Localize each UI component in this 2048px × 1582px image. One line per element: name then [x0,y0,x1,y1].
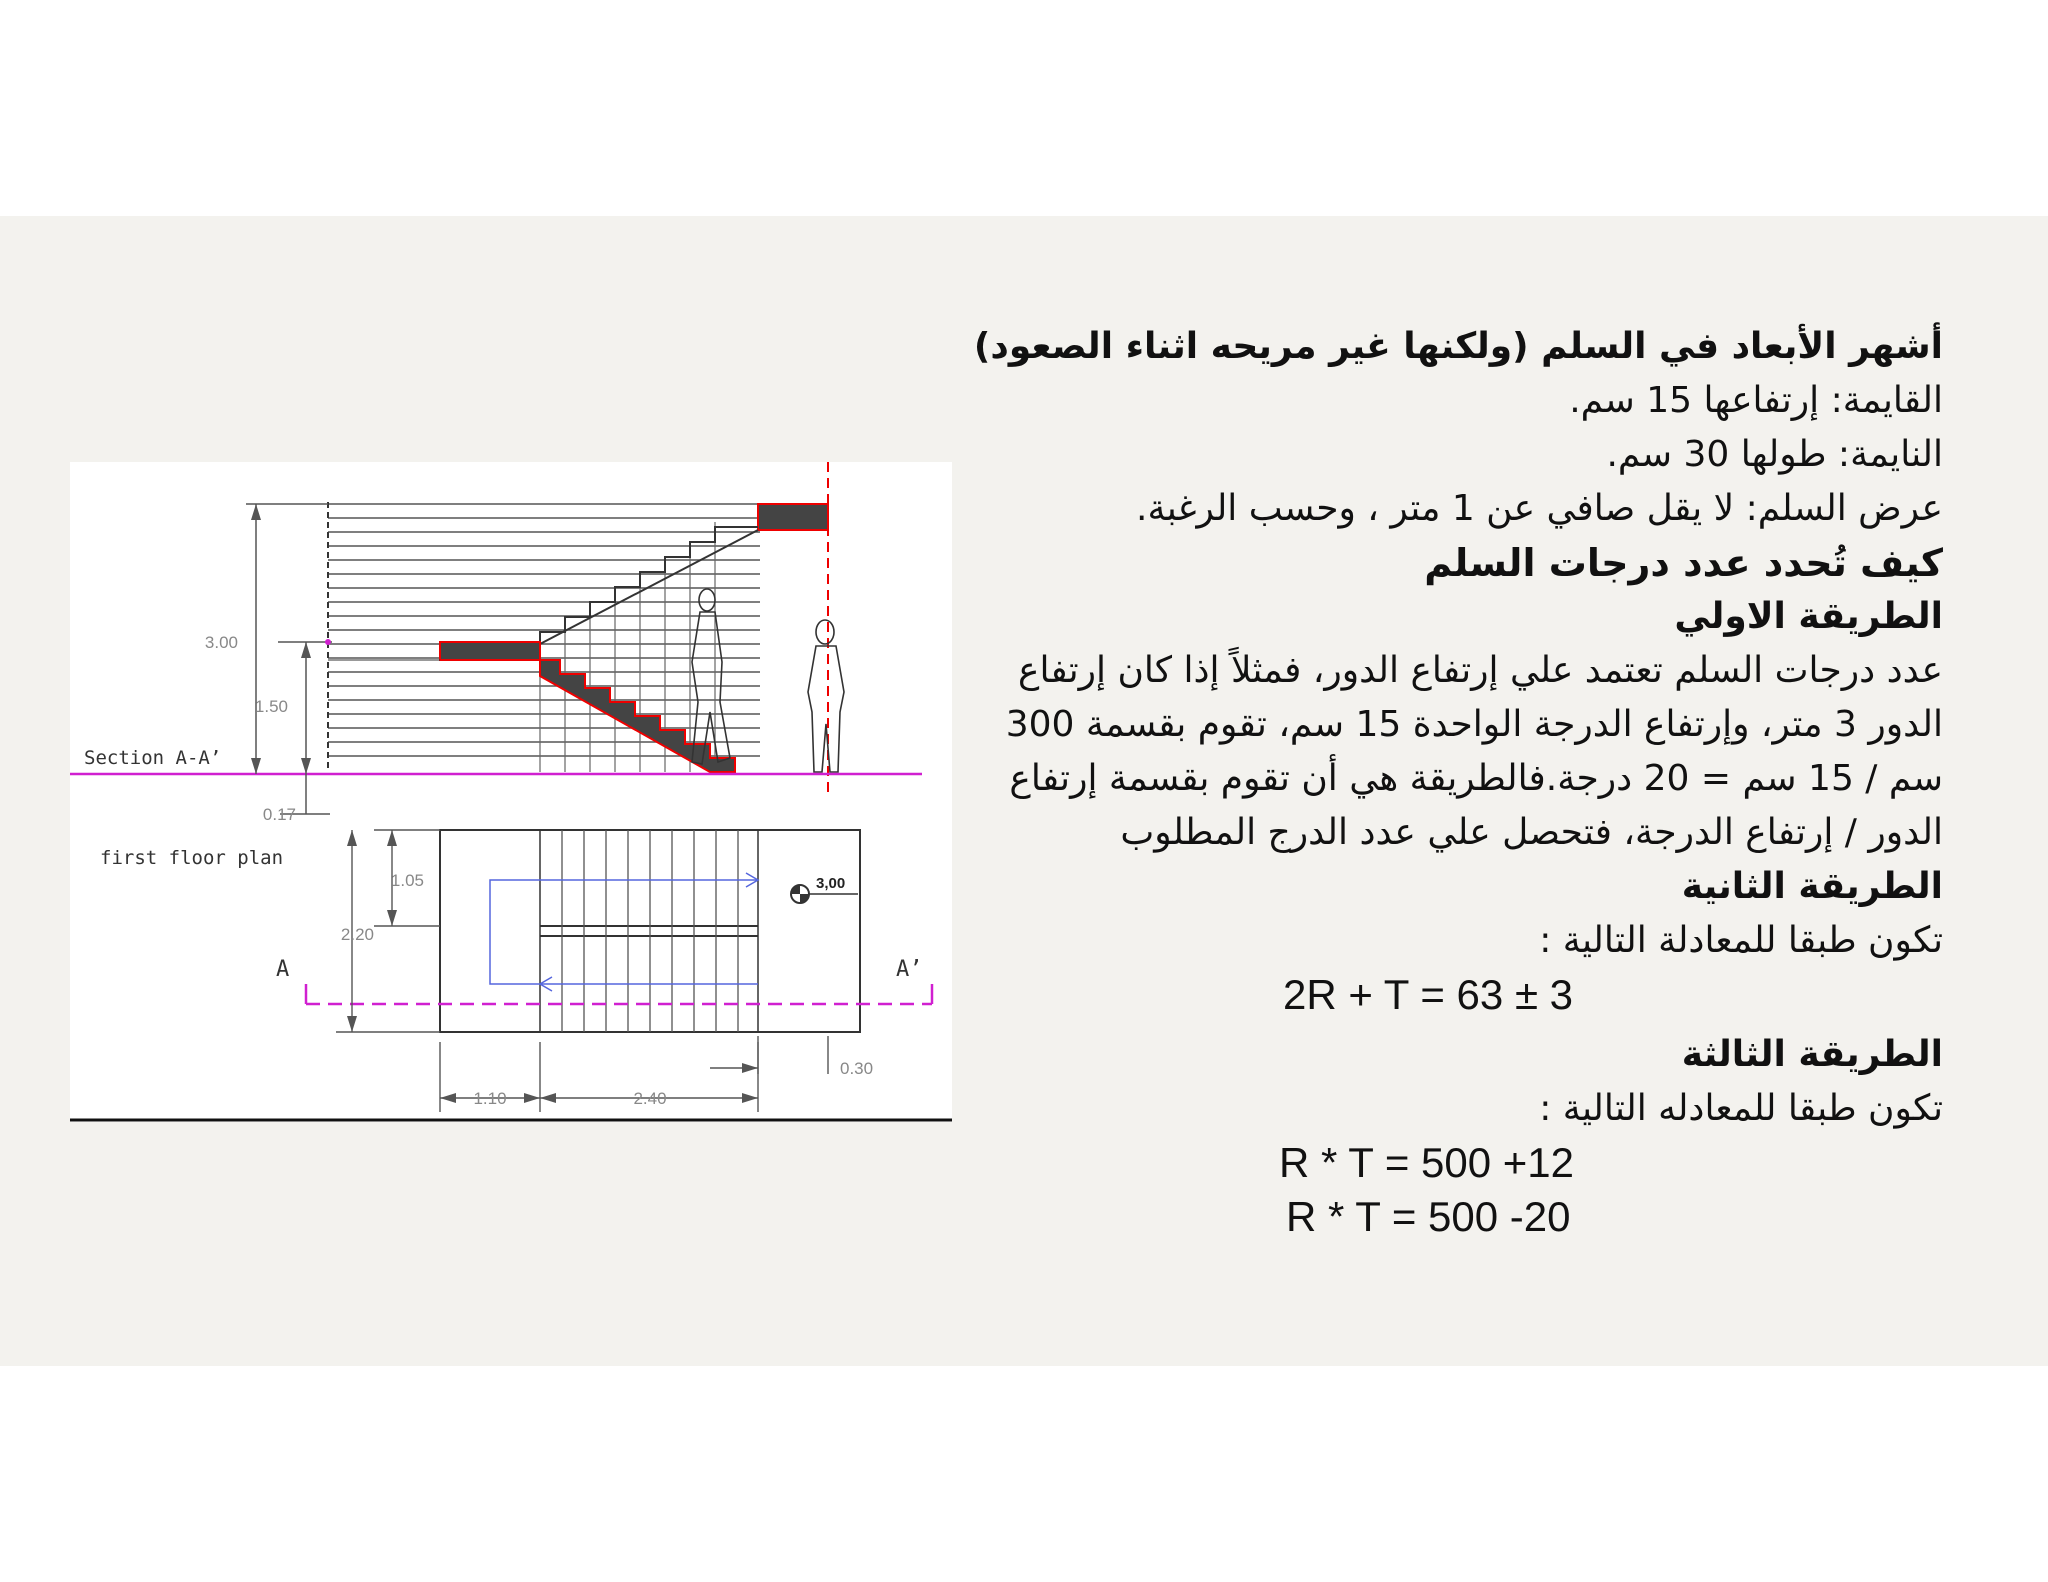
tread-line: النايمة: طولها 30 سم. [1606,434,1943,475]
riser-line: القايمة: إرتفاعها 15 سم. [1569,380,1943,421]
method1-body: عدد درجات السلم تعتمد علي إرتفاع الدور، فمثلاً إذا كان إرتفاع الدور 3 متر، وإرتفاع الدرجة الواحدة 15 سم، تقوم بقسمة 300 سم / 15 سم = 20 درجة.فالطريقة هي أن تقوم بقسمة إرتفاع الدور / إرتفاع الدرجة، فتحصل علي عدد الدرج المطلوب [1005,650,1943,853]
title-heading: أشهر الأبعاد في السلم (ولكنها غير مريحه اثناء الصعود) [973,326,1943,367]
how-heading: كيف تُحدد عدد درجات السلم [1424,541,1943,585]
width-line: عرض السلم: لا يقل صافي عن 1 متر ، وحسب الرغبة. [1136,488,1943,529]
method2-heading: الطريقة الثانية [1681,866,1943,907]
method3-intro: تكون طبقا للمعادله التالية : [1539,1088,1943,1129]
method1-heading: الطريقة الاولي [1674,596,1943,637]
method2-equation: 2R + T = 63 ± 3 [1283,971,1574,1018]
level-mark: 3,00 [816,875,846,892]
method3-heading: الطريقة الثالثة [1681,1034,1943,1075]
stair-drawing [70,462,952,1122]
dim-3-00: 3.00 [204,633,238,652]
method3-equation-1: R * T = 500 +12 [1279,1139,1575,1186]
dim-2-20: 2.20 [340,925,374,944]
explanation-text [943,320,1943,1244]
dim-1-10: 1.10 [473,1089,507,1108]
plan-label: first floor plan [100,847,284,869]
cut-label-right: A’ [896,957,923,982]
dim-1-50: 1.50 [254,697,288,716]
method3-equation-2: R * T = 500 -20 [1286,1193,1571,1240]
stair-drawing-svg [70,462,952,1122]
method2-intro: تكون طبقا للمعادلة التالية : [1539,920,1943,961]
cut-label-left: A [276,957,290,982]
dim-0-17: 0.17 [262,805,296,824]
dim-0-30: 0.30 [840,1059,874,1078]
section-label: Section A-A’ [84,747,222,769]
dim-2-40: 2.40 [633,1089,667,1108]
dim-1-05: 1.05 [390,871,424,890]
